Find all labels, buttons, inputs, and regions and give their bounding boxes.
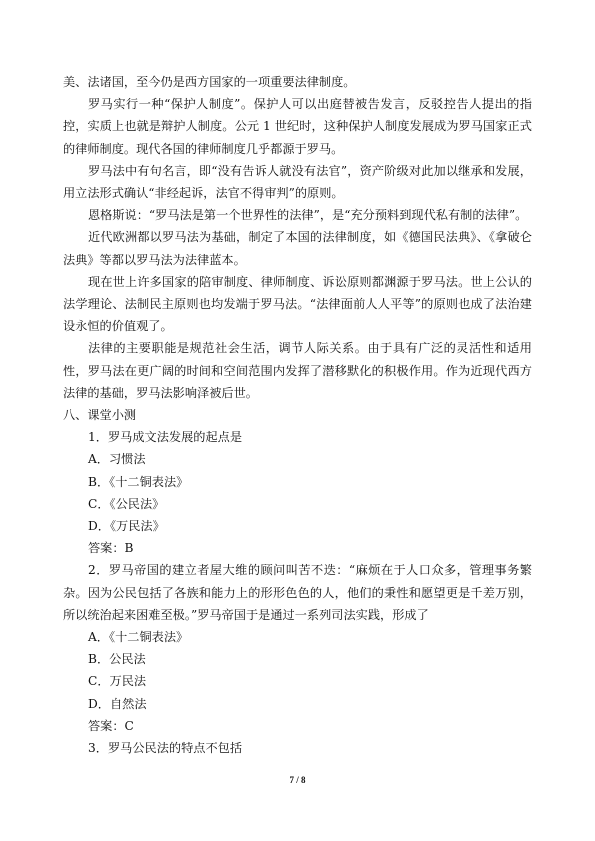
paragraph-2: 罗马实行一种“保护人制度”。保护人可以出庭替被告发言，反驳控告人提出的指控，实质上也就是辩护人制度。公元 1 世纪时，这种保护人制度发展成为罗马国家正式的律师制度。现代各国的律师制度几乎都源于罗马。 <box>63 97 532 156</box>
question-1-option-c: C．《公民法》 <box>88 496 165 511</box>
question-2-option-a: A．《十二铜表法》 <box>88 630 189 645</box>
paragraph-1: 美、法诸国，至今仍是西方国家的一项重要法律制度。 <box>63 75 356 89</box>
page-number: 7 / 8 <box>289 775 306 785</box>
paragraph-5: 近代欧洲都以罗马法为基础，制定了本国的法律制度，如《德国民法典》、《拿破仑法典》等都以罗马法为法律蓝本。 <box>63 230 532 267</box>
question-1-stem: 1．罗马成文法发展的起点是 <box>88 430 243 445</box>
paragraph-4: 恩格斯说：“罗马法是第一个世界性的法律”，是“充分预料到现代私有制的法律”。 <box>88 208 528 223</box>
question-1-option-b: B．《十二铜表法》 <box>88 474 189 489</box>
question-2-stem: 2．罗马帝国的建立者屋大维的顾问叫苦不迭：“麻烦在于人口众多，管理事务繁杂。因为公民包括了各族和能力上的形形色色的人，他们的秉性和愿望更是千差万别，所以统治起来困难至极。”罗马帝国于是通过一系列司法实践，形成了 <box>63 563 532 622</box>
paragraph-7: 法律的主要职能是规范社会生活，调节人际关系。由于具有广泛的灵活性和适用性，罗马法在更广阔的时间和空间范围内发挥了潜移默化的积极作用。作为近现代西方法律的基础，罗马法影响泽被后世。 <box>63 341 532 400</box>
question-2-option-d: D．自然法 <box>88 696 147 711</box>
page-content <box>63 71 532 759</box>
question-1-option-d: D．《万民法》 <box>88 519 165 534</box>
question-1-answer: 答案：B <box>88 541 134 556</box>
question-3-stem: 3．罗马公民法的特点不包括 <box>88 741 243 756</box>
question-2-option-c: C．万民法 <box>88 674 147 689</box>
paragraph-6: 现在世上许多国家的陪审制度、律师制度、诉讼原则都渊源于罗马法。世上公认的法学理论、法制民主原则也均发端于罗马法。“法律面前人人平等”的原则也成了法治建设永恒的价值观了。 <box>63 274 532 334</box>
question-2-answer: 答案：C <box>88 718 134 733</box>
paragraph-3: 罗马法中有句名言，即“没有告诉人就没有法官”，资产阶级对此加以继承和发展，用立法形式确认“非经起诉，法官不得审判”的原则。 <box>63 163 532 201</box>
question-1-option-a: A．习惯法 <box>88 452 146 467</box>
question-2-option-b: B．公民法 <box>88 652 146 667</box>
section-heading: 八、课堂小测 <box>63 408 137 423</box>
